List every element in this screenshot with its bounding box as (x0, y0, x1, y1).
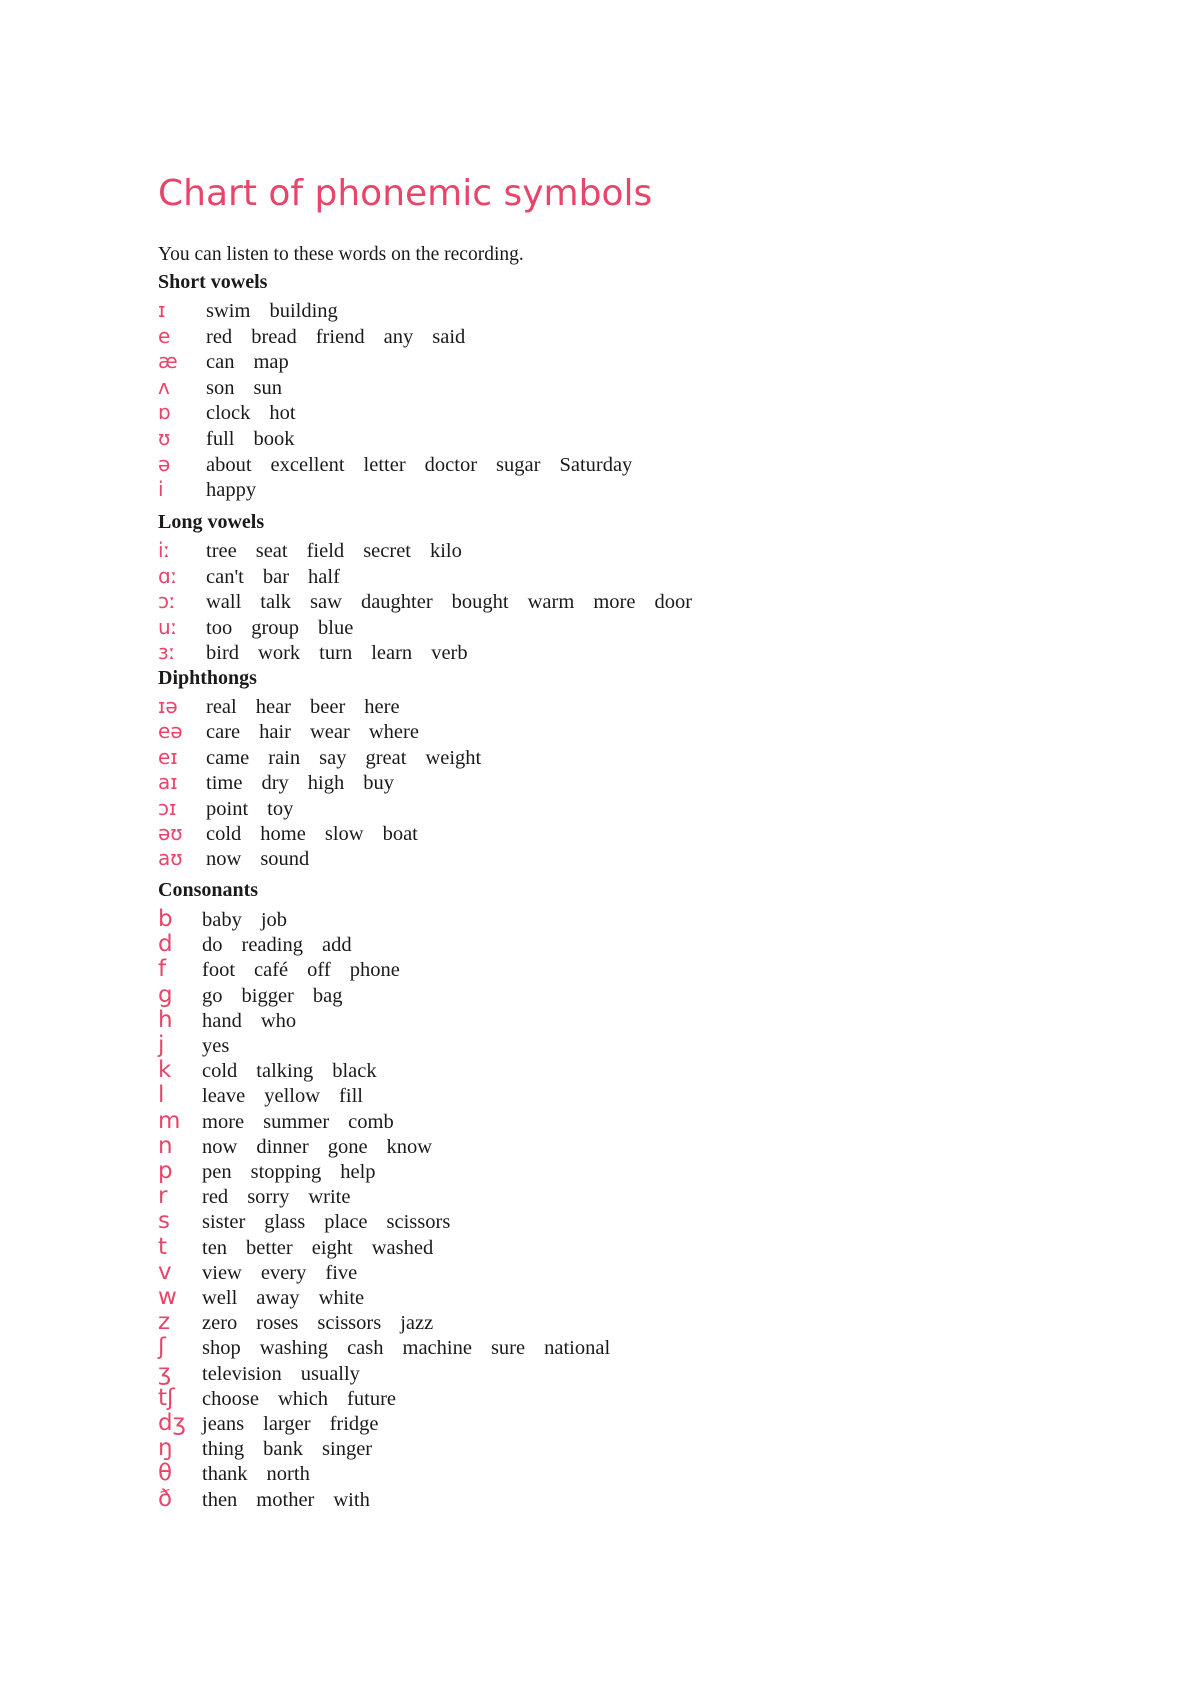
example-words (202, 1364, 379, 1385)
example-word: real (206, 696, 237, 718)
phoneme-row (158, 1485, 389, 1513)
example-word: Saturday (559, 453, 633, 476)
example-words (202, 1212, 469, 1233)
example-words (202, 960, 419, 981)
example-word: jeans (202, 1413, 245, 1435)
example-word: bag (312, 984, 343, 1007)
example-word: wear (310, 721, 350, 744)
phoneme-symbol: h (158, 1006, 173, 1033)
example-word: stopping (250, 1161, 322, 1183)
phoneme-row (158, 1384, 415, 1412)
example-word: group (251, 616, 300, 639)
example-word: bigger (241, 984, 294, 1007)
example-word: ten (202, 1236, 228, 1259)
phoneme-row (158, 1210, 469, 1235)
example-word: dry (261, 772, 289, 795)
phoneme-symbol: eɪ (158, 744, 178, 769)
example-word: kilo (429, 540, 462, 562)
example-word: washing (259, 1337, 329, 1360)
example-word: sound (260, 848, 310, 871)
example-word: swim (206, 300, 251, 322)
phoneme-symbol: ʒ (158, 1359, 172, 1386)
example-word: learn (371, 642, 413, 664)
phoneme-row (158, 1059, 396, 1084)
phoneme-row (158, 451, 651, 479)
example-word: yellow (264, 1085, 321, 1108)
example-word: roses (256, 1312, 299, 1335)
phoneme-symbol: ɪ (158, 298, 166, 322)
example-words (202, 1464, 329, 1485)
example-word: place (324, 1211, 368, 1234)
example-word: away (256, 1287, 300, 1309)
example-word: sure (490, 1337, 526, 1360)
example-words (202, 1414, 398, 1435)
phoneme-symbol: ŋ (158, 1435, 173, 1462)
example-word: glass (264, 1211, 306, 1234)
example-word: daughter (360, 591, 433, 613)
example-word: five (325, 1261, 358, 1284)
example-word: secret (363, 540, 411, 562)
example-word: red (202, 1186, 229, 1209)
example-words (206, 722, 438, 743)
example-words (202, 1389, 415, 1410)
example-word: bar (262, 565, 290, 588)
phoneme-symbol: dʒ (158, 1410, 186, 1436)
phoneme-row (158, 614, 372, 642)
example-word: hand (202, 1009, 242, 1032)
example-word: red (206, 325, 233, 348)
phoneme-symbol: i (158, 477, 164, 502)
example-word: great (365, 746, 407, 769)
phoneme-symbol: s (158, 1208, 170, 1235)
example-word: mother (256, 1488, 315, 1511)
example-word: which (277, 1387, 329, 1410)
example-word: door (654, 591, 693, 613)
example-word: yes (202, 1035, 230, 1057)
phoneme-row (158, 958, 419, 983)
phoneme-symbol: t (158, 1233, 168, 1260)
example-word: white (318, 1287, 365, 1309)
example-word: work (258, 642, 301, 664)
example-word: gone (327, 1135, 368, 1158)
phoneme-symbol: ɪə (158, 694, 178, 718)
example-word: dinner (256, 1135, 309, 1158)
example-word: talking (256, 1060, 314, 1083)
example-words (206, 541, 481, 562)
example-word: turn (319, 642, 353, 664)
example-word: better (246, 1236, 293, 1259)
example-word: said (432, 325, 466, 348)
example-word: zero (202, 1312, 238, 1335)
example-word: more (202, 1110, 245, 1133)
phoneme-row (158, 1359, 379, 1387)
example-word: hair (259, 721, 291, 744)
example-word: toy (267, 797, 294, 820)
phoneme-row (158, 721, 438, 746)
example-word: sister (202, 1211, 246, 1234)
example-word: leave (202, 1085, 246, 1108)
example-words (202, 1112, 413, 1133)
example-words (202, 1263, 376, 1284)
example-word: blue (318, 616, 354, 639)
example-words (206, 301, 357, 322)
phoneme-symbol: e (158, 323, 171, 348)
example-word: bread (251, 325, 297, 348)
phoneme-symbol: r (158, 1183, 168, 1210)
example-word: hot (269, 402, 296, 425)
phoneme-symbol: ɔɪ (158, 795, 177, 820)
phoneme-row (158, 933, 371, 958)
phoneme-row (158, 696, 419, 721)
phoneme-row (158, 823, 437, 848)
example-word: more (593, 591, 636, 613)
example-word: shop (202, 1337, 241, 1360)
example-word: hear (255, 696, 292, 718)
example-word: friend (315, 325, 365, 348)
example-word: thank (202, 1463, 248, 1486)
example-word: too (206, 616, 233, 639)
example-word: sorry (247, 1186, 290, 1209)
example-word: excellent (270, 453, 345, 476)
example-word: do (202, 934, 223, 957)
example-word: cash (347, 1337, 384, 1360)
phoneme-row (158, 981, 361, 1009)
example-words (202, 1490, 389, 1511)
example-word: bird (206, 642, 240, 664)
example-word: jazz (400, 1312, 434, 1335)
example-word: baby (202, 909, 242, 931)
phoneme-row (158, 402, 315, 427)
example-word: fridge (329, 1413, 379, 1435)
example-word: verb (431, 642, 468, 664)
phoneme-symbol: ɔː (158, 589, 176, 613)
phoneme-symbol: aʊ (158, 846, 183, 871)
example-word: who (260, 1009, 297, 1032)
example-word: doctor (424, 453, 478, 476)
example-word: rain (268, 746, 301, 769)
example-word: care (206, 721, 241, 744)
example-word: now (202, 1135, 238, 1158)
example-words (206, 773, 413, 794)
example-word: field (306, 540, 345, 562)
example-word: say (319, 746, 347, 769)
example-word: high (307, 772, 345, 795)
section-heading-short-vowels: Short vowels (158, 271, 268, 293)
example-word: saw (310, 591, 342, 613)
phoneme-symbol: ɜː (158, 640, 176, 664)
example-word: comb (348, 1110, 394, 1133)
section-heading-long-vowels: Long vowels (158, 511, 265, 533)
example-word: know (386, 1135, 433, 1158)
example-words (202, 1439, 391, 1460)
phoneme-symbol: ʊ (158, 426, 171, 450)
phoneme-symbol: aɪ (158, 770, 178, 795)
phoneme-symbol: n (158, 1132, 173, 1159)
phoneme-row (158, 1258, 376, 1286)
phoneme-symbol: w (158, 1284, 177, 1310)
example-word: usually (300, 1362, 360, 1385)
phoneme-symbol: ʌ (158, 374, 170, 399)
example-word: weight (425, 746, 482, 769)
example-word: can't (206, 565, 244, 588)
section-heading-consonants: Consonants (158, 879, 259, 901)
example-word: son (206, 376, 235, 399)
example-word: sugar (496, 453, 541, 476)
example-word: beer (310, 696, 346, 718)
example-words (202, 1036, 248, 1057)
example-word: book (253, 428, 295, 450)
phoneme-symbol: j (158, 1032, 165, 1058)
example-word: television (202, 1362, 282, 1385)
phoneme-symbol: ɑː (158, 563, 178, 588)
phoneme-row (158, 1185, 369, 1210)
example-words (206, 327, 484, 348)
phoneme-row (158, 428, 313, 453)
phoneme-symbol: æ (158, 349, 178, 374)
example-word: wall (206, 591, 242, 613)
phoneme-symbol: ɒ (158, 400, 171, 425)
phoneme-symbol: tʃ (158, 1384, 175, 1411)
example-word: help (340, 1161, 376, 1183)
phoneme-symbol: d (158, 931, 173, 958)
example-word: add (321, 934, 352, 957)
phoneme-symbol: θ (158, 1460, 173, 1487)
example-word: building (269, 300, 338, 322)
phoneme-symbol: k (158, 1057, 172, 1084)
example-word: job (260, 909, 288, 931)
example-word: home (260, 823, 306, 845)
example-word: seat (255, 540, 288, 562)
phoneme-row (158, 1160, 395, 1185)
example-words (202, 1162, 395, 1183)
example-words (202, 1338, 629, 1359)
example-word: national (544, 1337, 611, 1360)
example-word: can (206, 351, 235, 374)
example-word: fill (339, 1085, 363, 1108)
phoneme-row (158, 1286, 383, 1311)
phoneme-row (158, 1311, 452, 1336)
phoneme-row (158, 1462, 329, 1487)
example-word: scissors (386, 1211, 451, 1234)
phoneme-symbol: b (158, 906, 173, 932)
example-words (206, 697, 419, 718)
example-word: came (206, 746, 250, 769)
phoneme-symbol: l (158, 1082, 165, 1109)
example-words (202, 1061, 396, 1082)
example-words (202, 1313, 452, 1334)
phoneme-row (158, 1132, 451, 1160)
example-word: where (368, 721, 419, 744)
phoneme-row (158, 1006, 315, 1034)
phoneme-row (158, 1084, 382, 1109)
example-words (206, 643, 487, 664)
example-word: well (202, 1287, 238, 1309)
phoneme-row (158, 1437, 391, 1462)
phoneme-row (158, 479, 275, 504)
example-word: half (308, 565, 340, 588)
example-word: map (253, 351, 289, 374)
example-word: scissors (317, 1312, 382, 1335)
example-word: cold (202, 1060, 238, 1083)
example-word: north (266, 1463, 310, 1486)
example-word: then (202, 1488, 238, 1511)
phoneme-row (158, 642, 487, 667)
phoneme-symbol: m (158, 1107, 181, 1134)
example-word: phone (349, 959, 400, 982)
example-words (202, 1187, 369, 1208)
example-word: off (307, 959, 331, 982)
phoneme-symbol: v (158, 1258, 172, 1285)
example-word: with (333, 1488, 370, 1511)
example-words (202, 910, 306, 931)
phoneme-row (158, 1107, 413, 1135)
example-word: thing (202, 1438, 245, 1461)
example-word: café (254, 959, 289, 982)
example-words (206, 567, 359, 588)
example-word: slow (324, 823, 364, 845)
example-word: go (202, 984, 223, 1007)
phoneme-symbol: ə (158, 451, 171, 476)
example-word: time (206, 772, 243, 795)
example-word: pen (202, 1161, 232, 1183)
example-word: bank (263, 1438, 304, 1461)
example-words (206, 618, 372, 639)
example-words (202, 986, 361, 1007)
example-words (206, 455, 651, 476)
example-word: point (206, 797, 249, 820)
example-words (206, 480, 275, 501)
example-words (202, 1086, 382, 1107)
example-words (206, 429, 313, 450)
phoneme-symbol: z (158, 1309, 171, 1336)
example-word: now (206, 848, 242, 871)
example-word: summer (263, 1110, 330, 1133)
example-words (202, 1238, 452, 1259)
example-word: machine (402, 1337, 472, 1360)
example-words (206, 352, 308, 373)
example-word: tree (206, 540, 237, 562)
example-word: talk (260, 591, 292, 613)
phoneme-row (158, 540, 481, 565)
example-word: cold (206, 823, 242, 845)
example-words (202, 935, 371, 956)
example-word: reading (241, 934, 303, 957)
example-words (202, 1137, 451, 1158)
phoneme-row (158, 591, 711, 616)
example-word: warm (527, 591, 575, 613)
example-word: sun (253, 376, 282, 399)
example-word: any (383, 325, 414, 348)
example-word: larger (263, 1413, 311, 1435)
example-words (206, 849, 328, 870)
phoneme-row (158, 1233, 452, 1261)
example-words (206, 799, 312, 820)
example-word: here (364, 696, 400, 718)
example-word: boat (382, 823, 418, 845)
phoneme-row (158, 908, 306, 933)
example-words (206, 824, 437, 845)
phoneme-symbol: ð (158, 1485, 173, 1512)
phoneme-row (158, 374, 301, 402)
example-word: buy (363, 772, 394, 795)
example-word: letter (363, 453, 406, 476)
example-word: singer (322, 1438, 373, 1461)
phoneme-symbol: eə (158, 719, 183, 744)
example-word: full (206, 428, 235, 450)
phoneme-row (158, 1336, 629, 1361)
example-words (206, 748, 500, 769)
page-title: Chart of phonemic symbols (158, 173, 653, 214)
phoneme-symbol: ʃ (158, 1334, 166, 1361)
example-word: bought (451, 591, 509, 613)
example-word: choose (202, 1387, 259, 1410)
section-heading-diphthongs: Diphthongs (158, 667, 257, 689)
phoneme-symbol: p (158, 1158, 173, 1184)
example-word: clock (206, 402, 251, 425)
phoneme-row (158, 563, 359, 591)
phoneme-row (158, 795, 312, 823)
intro-text: You can listen to these words on the recording. (158, 244, 524, 265)
phoneme-row (158, 1412, 398, 1437)
example-word: write (308, 1186, 351, 1209)
phoneme-row (158, 772, 413, 797)
example-word: foot (202, 959, 236, 982)
phoneme-row (158, 351, 308, 376)
phoneme-symbol: uː (158, 614, 178, 639)
phoneme-symbol: g (158, 981, 173, 1008)
phoneme-row (158, 1034, 248, 1059)
example-words (206, 378, 301, 399)
example-word: black (332, 1060, 377, 1083)
example-word: washed (371, 1236, 434, 1259)
example-word: future (347, 1387, 396, 1410)
example-word: eight (311, 1236, 353, 1259)
phoneme-row (158, 848, 328, 873)
example-word: about (206, 453, 252, 476)
phoneme-symbol: f (158, 956, 167, 983)
phoneme-row (158, 323, 484, 351)
example-word: happy (206, 479, 257, 502)
example-words (206, 592, 711, 613)
phoneme-symbol: iː (158, 538, 171, 562)
phoneme-row (158, 300, 357, 325)
example-word: every (260, 1261, 307, 1284)
example-words (202, 1011, 315, 1032)
example-words (202, 1288, 383, 1309)
phoneme-row (158, 744, 500, 772)
example-word: view (202, 1261, 242, 1284)
example-words (206, 403, 315, 424)
phoneme-symbol: əʊ (158, 821, 183, 845)
